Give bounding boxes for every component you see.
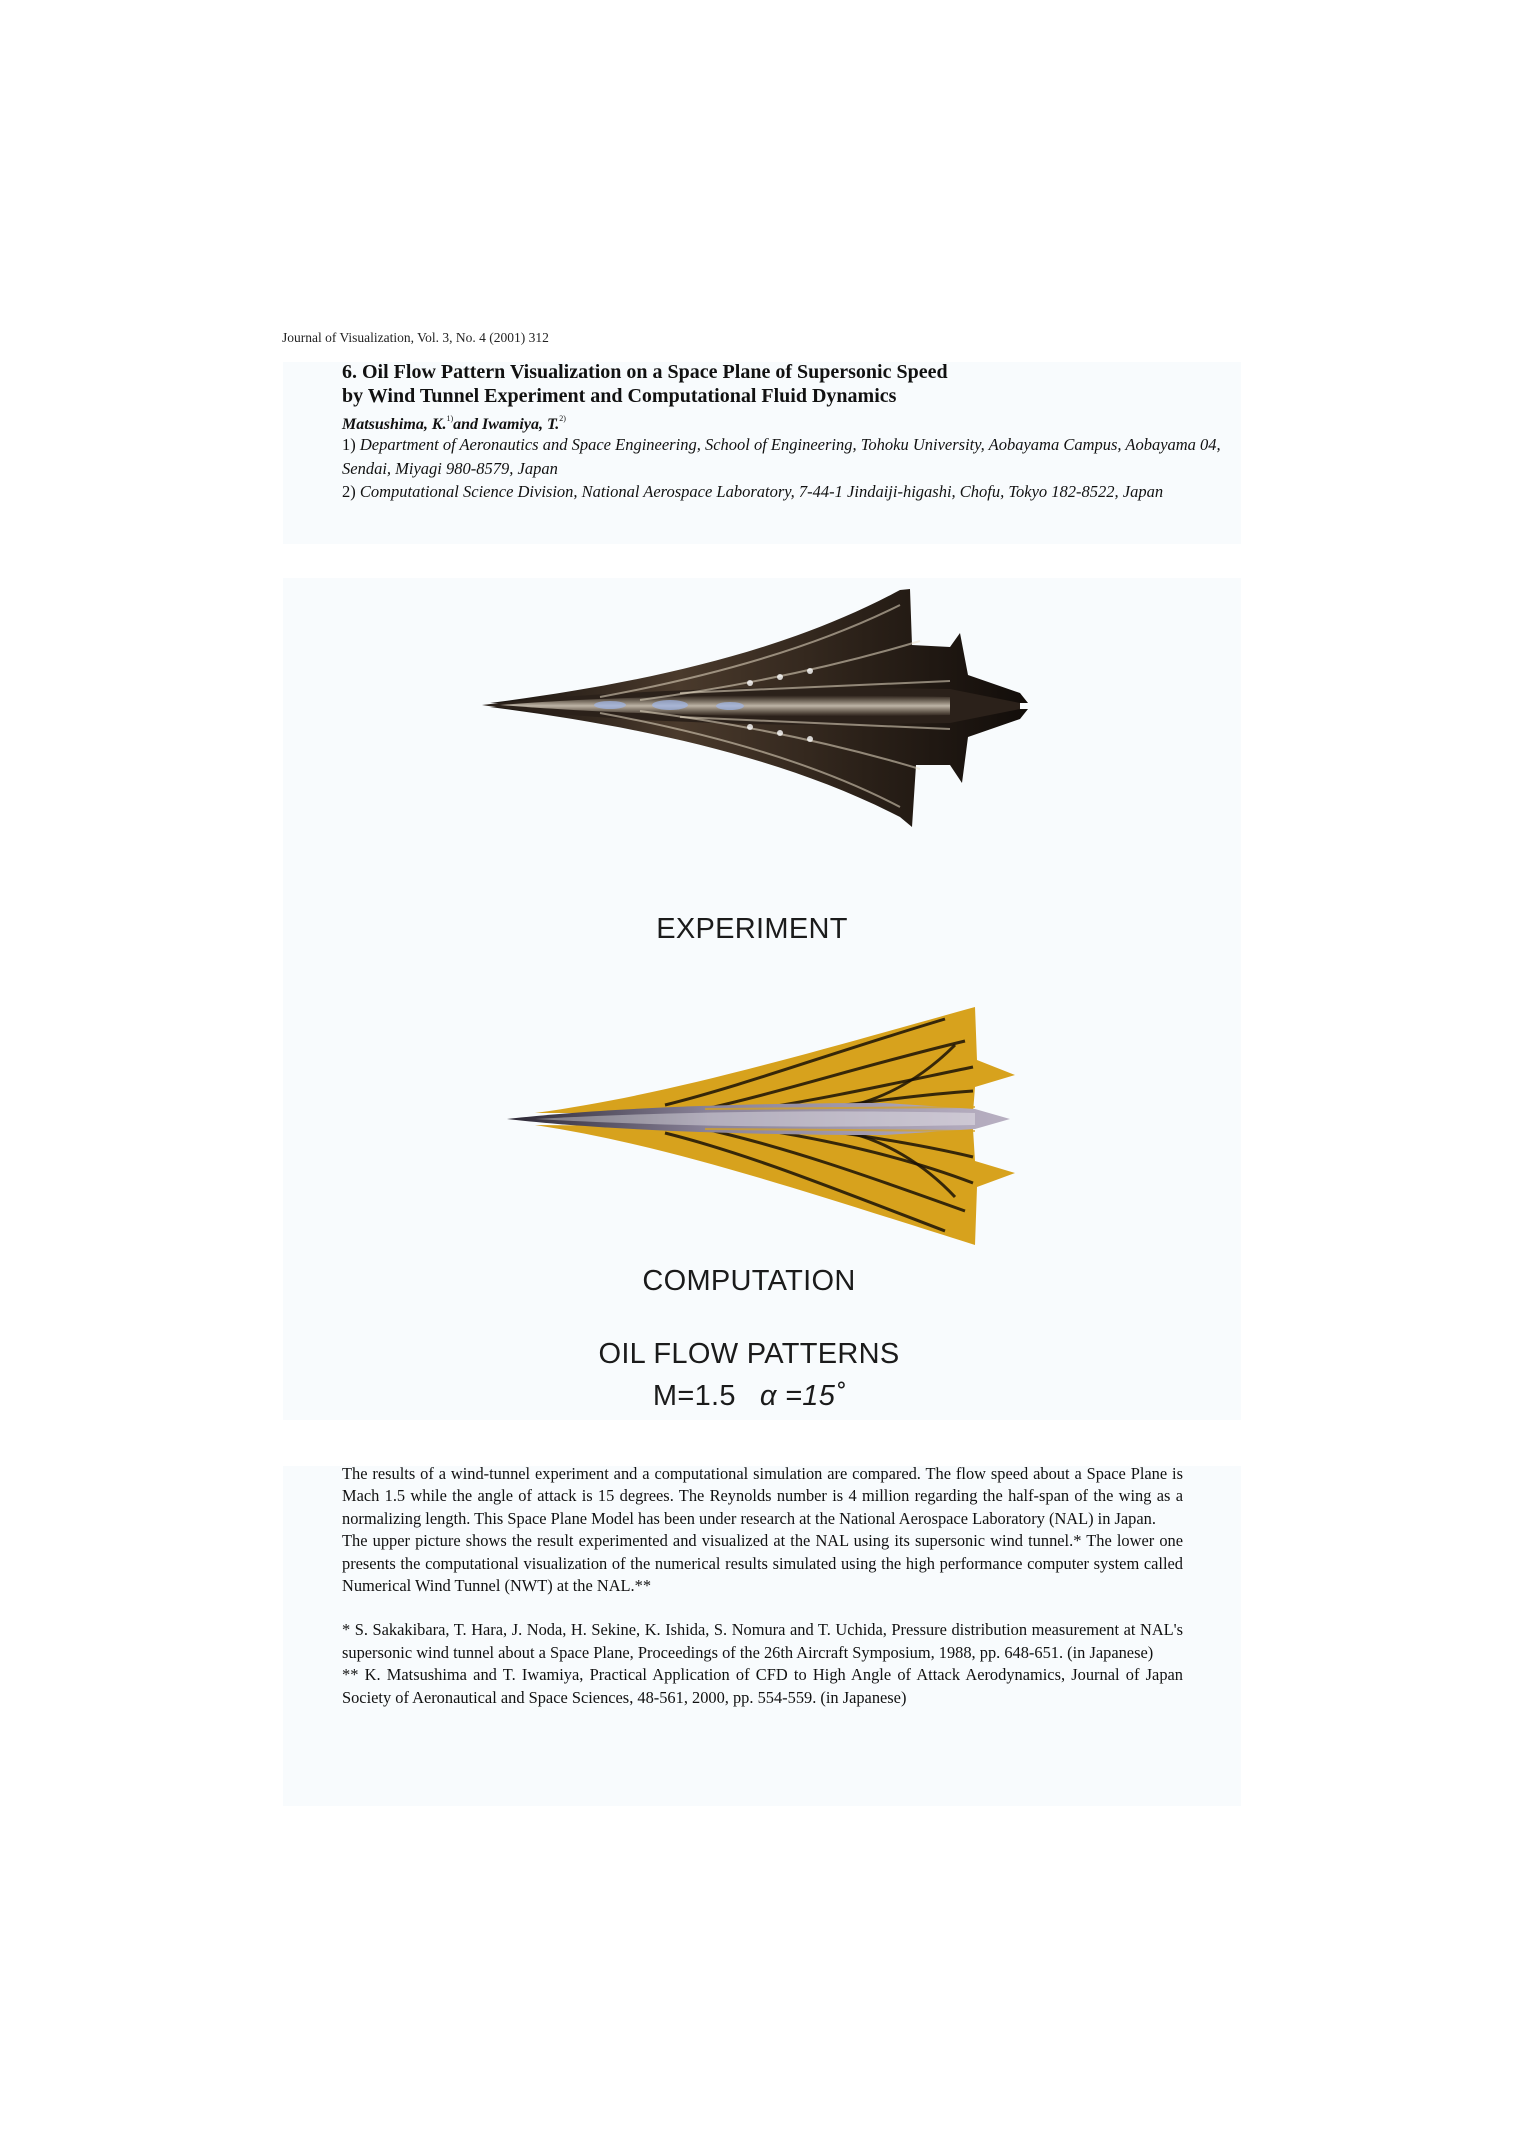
computation-label: COMPUTATION — [642, 1265, 856, 1297]
flow-conditions-label — [270, 1380, 1228, 1413]
author-1: Matsushima, K. — [342, 416, 447, 433]
author-2-mark: 2) — [559, 414, 566, 423]
computation-plane-image — [505, 1005, 1015, 1247]
paragraph-1: The results of a wind-tunnel experiment and a computational simulation are compared. The flow speed about a Space Plane is Mach 1.5 while the angle of attack is 15 degrees. The Reynolds number is 4 million regarding the half-span of the wing as a normalizing length. This Space Plane Model has been under research at the National Aerospace Laboratory (NAL) in Japan. — [342, 1464, 1183, 1528]
journal-citation: Journal of Visualization, Vol. 3, No. 4 (2001) 312 — [282, 330, 549, 345]
affiliation-2 — [342, 480, 1222, 504]
affiliation-2-number: 2) — [342, 482, 360, 501]
affiliation-2-text: Computational Science Division, National Aerospace Laboratory, 7-44-1 Jindaiji-higashi, Chofu, Tokyo 182-8522, Japan — [359, 482, 1164, 501]
affiliation-1 — [342, 433, 1222, 481]
mach-number: M=1.5 — [652, 1380, 736, 1412]
experiment-plane-image — [480, 585, 1040, 833]
title-line-1: 6. Oil Flow Pattern Visualization on a Space Plane of Supersonic Speed — [342, 361, 948, 383]
paragraph-2: The upper picture shows the result experimented and visualized at the NAL using its supersonic wind tunnel.* The lower one presents the computational visualization of the numerical results simulated using the high performance computer system called Numerical Wind Tunnel (NWT) at the NAL.** — [342, 1531, 1183, 1596]
article-body — [342, 1463, 1183, 1709]
oil-flow-patterns-label: OIL FLOW PATTERNS — [598, 1338, 900, 1370]
author-1-mark: 1) — [446, 414, 454, 423]
authors — [342, 409, 566, 435]
affiliation-1-text: Department of Aeronautics and Space Engineering, School of Engineering, Tohoku University, Aobayama Campus, Aobayama 04, Sendai, Miyagi 980-8579, Japan — [342, 435, 1221, 478]
affiliation-1-number: 1) — [342, 435, 360, 454]
author-2: and Iwamiya, T. — [453, 416, 560, 433]
experiment-label: EXPERIMENT — [656, 913, 848, 945]
angle-of-attack: α =15˚ — [759, 1380, 846, 1412]
reference-2: ** K. Matsushima and T. Iwamiya, Practical Application of CFD to High Angle of Attack Aerodynamics, Journal of Japan Society of Aeronautical and Space Sciences, 48-561, 2000, pp. 554-559. (in Japanese) — [342, 1665, 1183, 1707]
title-line-2: by Wind Tunnel Experiment and Computational Fluid Dynamics — [342, 385, 897, 407]
reference-1: * S. Sakakibara, T. Hara, J. Noda, H. Sekine, K. Ishida, S. Nomura and T. Uchida, Pressure distribution measurement at NAL's supersonic wind tunnel about a Space Plane, Proceedings of the 26th Aircraft Symposium, 1988, pp. 648-651. (in Japanese) — [342, 1620, 1183, 1662]
article-title — [342, 360, 1222, 408]
